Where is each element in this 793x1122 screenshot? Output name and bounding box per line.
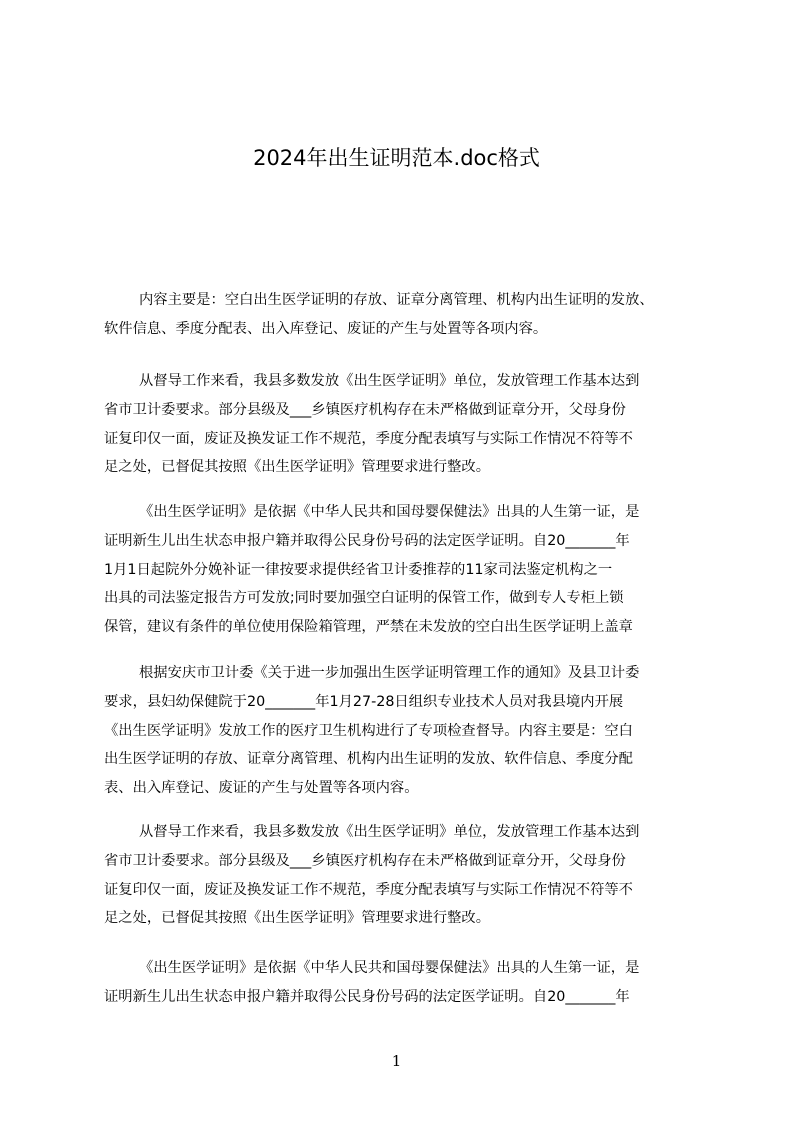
paragraph-line: 省市卫计委要求。部分县级及___乡镇医疗机构存在未严格做到证章分开，父母身份 <box>104 852 626 869</box>
paragraph-line: 从督导工作来看，我县多数发放《出生医学证明》单位，发放管理工作基本达到 <box>139 373 640 389</box>
paragraph-line: 证明新生儿出生状态申报户籍并取得公民身份号码的法定医学证明。自20_______年 <box>104 532 630 549</box>
paragraph-line: 出具的司法鉴定报告方可发放;同时要加强空白证明的保管工作，做到专人专柜上锁 <box>104 590 624 607</box>
paragraph-line: 1月1日起院外分娩补证一律按要求提供经省卫计委推荐的11家司法鉴定机构之一 <box>104 561 613 578</box>
paragraph-4 <box>104 659 704 803</box>
paragraph-line: 证明新生儿出生状态申报户籍并取得公民身份号码的法定医学证明。自20_______年 <box>104 988 630 1005</box>
paragraph-3 <box>104 498 704 642</box>
paragraph-5 <box>104 818 704 933</box>
paragraph-line: 省市卫计委要求。部分县级及___乡镇医疗机构存在未严格做到证章分开，父母身份 <box>104 401 626 418</box>
paragraph-line: 证复印仅一面，废证及换发证工作不规范，季度分配表填写与实际工作情况不符等不 <box>104 430 633 447</box>
paragraph-line: 内容主要是：空白出生医学证明的存放、证章分离管理、机构内出生证明的发放、 <box>139 292 654 308</box>
paragraph-line: 出生医学证明的存放、证章分离管理、机构内出生证明的发放、软件信息、季度分配 <box>104 751 633 768</box>
paragraph-line: 软件信息、季度分配表、出入库登记、废证的产生与处置等各项内容。 <box>104 320 548 337</box>
paragraph-line: 证复印仅一面，废证及换发证工作不规范，季度分配表填写与实际工作情况不符等不 <box>104 881 633 898</box>
paragraph-line: 从督导工作来看，我县多数发放《出生医学证明》单位，发放管理工作基本达到 <box>139 824 640 840</box>
paragraph-line: 表、出入库登记、废证的产生与处置等各项内容。 <box>104 780 419 797</box>
paragraph-line: 保管，建议有条件的单位使用保险箱管理，严禁在未发放的空白出生医学证明上盖章 <box>104 619 633 636</box>
paragraph-1 <box>104 286 704 344</box>
paragraph-6 <box>104 954 704 1012</box>
paragraph-line: 《出生医学证明》是依据《中华人民共和国母婴保健法》出具的人生第一证，是 <box>139 504 640 520</box>
page-number: 1 <box>391 1052 402 1070</box>
paragraph-line: 足之处，已督促其按照《出生医学证明》管理要求进行整改。 <box>104 910 491 927</box>
paragraph-line: 要求，县妇幼保健院于20_______年1月27-28日组织专业技术人员对我县境内开展 <box>104 693 624 710</box>
document-title: 2024年出生证明范本.doc格式 <box>253 146 540 170</box>
paragraph-line: 《出生医学证明》是依据《中华人民共和国母婴保健法》出具的人生第一证，是 <box>139 960 640 976</box>
paragraph-line: 足之处，已督促其按照《出生医学证明》管理要求进行整改。 <box>104 459 491 476</box>
paragraph-2 <box>104 367 704 482</box>
paragraph-line: 《出生医学证明》发放工作的医疗卫生机构进行了专项检查督导。内容主要是：空白 <box>104 722 633 739</box>
paragraph-line: 根据安庆市卫计委《关于进一步加强出生医学证明管理工作的通知》及县卫计委 <box>139 665 640 681</box>
